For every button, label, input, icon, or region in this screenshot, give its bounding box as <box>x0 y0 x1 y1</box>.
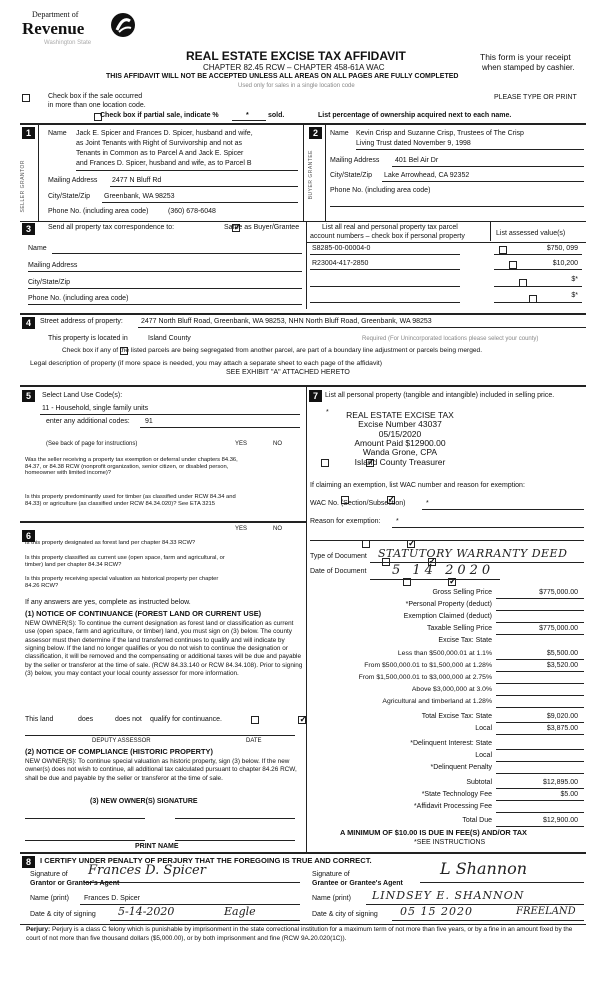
grantee-sig-label-2: Grantee or Grantee's Agent <box>312 880 403 887</box>
calc-label-penalty: *Delinquent Penalty <box>430 764 492 771</box>
street-label: Street address of property: <box>40 318 123 325</box>
seller-name-line-4[interactable]: and Frances D. Spicer, husband and wife, as to Parcel B <box>76 160 252 167</box>
new-owner-signature-label: (3) NEW OWNER(S) SIGNATURE <box>90 798 198 805</box>
section-6-number: 6 <box>22 530 35 542</box>
corr-name-label: Name <box>28 245 47 252</box>
wac-label: WAC No. (Section/Subsection) <box>310 500 406 507</box>
s5-question-2: Is this property predominantly used for timber (as classified under RCW 84.34 and 84.33) or agriculture (as classified under RCW 84.34.020)? See ETA 3215 <box>25 494 236 507</box>
land-does-label: does <box>78 716 94 723</box>
s6-q1-yes-checkbox[interactable] <box>362 540 370 548</box>
notice-compliance-body: NEW OWNER(S): To continue special valuation as historic property, sign (3) below. If the new owner(s) does not wish to continue, all additional tax calculated pursuant to chapter 84.26 RCW, shall be due and payable by the seller or transferor at the time of sale. <box>25 758 297 782</box>
minimum-fee-note: A MINIMUM OF $10.00 IS DUE IN FEE(S) AND/OR TAX <box>340 828 527 837</box>
ownership-label: List percentage of ownership acquired next to each name. <box>318 112 512 119</box>
county-value[interactable]: Island County <box>148 335 191 342</box>
exemption-label: If claiming an exemption, list WAC number and reason for exemption: <box>310 482 525 489</box>
excise-stamp <box>330 411 470 467</box>
grantor-sig-label-2: Grantor or Grantor's Agent <box>30 880 120 887</box>
calc-label-gross: Gross Selling Price <box>432 589 492 596</box>
additional-codes-label: enter any additional codes: <box>46 418 130 425</box>
form-title: REAL ESTATE EXCISE TAX AFFIDAVIT <box>186 49 406 63</box>
calc-label-subtotal: Subtotal <box>466 779 492 786</box>
perjury-label: Perjury: <box>26 926 51 933</box>
receipt-note-1: This form is your receipt <box>480 52 571 62</box>
s6-question-3: Is this property receiving special valuation as historical property per chapter 84.26 RCW? <box>25 576 219 589</box>
s5-yes-header: YES <box>235 441 248 447</box>
calc-value-tier-2[interactable]: $3,520.00 <box>546 662 578 669</box>
calc-value-total-due[interactable]: $12,900.00 <box>542 817 578 824</box>
please-type: PLEASE TYPE OR PRINT <box>494 94 577 101</box>
section-2-number: 2 <box>309 127 322 139</box>
dept-line: Department of <box>32 10 79 19</box>
grantor-name-value[interactable]: Frances D. Spicer <box>84 895 141 902</box>
parcel-header-2: account numbers – check box if personal property <box>310 233 465 240</box>
buyer-side-label: BUYER GRANTEE <box>308 150 314 200</box>
corr-phone-label: Phone No. (including area code) <box>28 295 129 302</box>
s6-question-1: Is this property designated as forest land per chapter 84.33 RCW? <box>25 540 196 546</box>
s5-no-header: NO <box>273 441 282 447</box>
s5-question-1: Was the seller receiving a property tax exemption or deferral under chapters 84.36, 84.37, or 84.38 RCW (nonprofit organization, senior citizen, or disabled person, homeowner with limited income)? <box>25 457 238 477</box>
grantor-signature[interactable]: Frances D. Spicer <box>88 863 206 878</box>
notice-continuance-title: (1) NOTICE OF CONTINUANCE (FOREST LAND OR CURRENT USE) <box>25 609 262 618</box>
grantor-sig-label-1: Signature of <box>30 871 68 878</box>
partial-sale-suffix: sold. <box>268 112 285 119</box>
legal-desc-value[interactable]: SEE EXHIBIT "A" ATTACHED HERETO <box>226 369 350 376</box>
seller-name-label: Name <box>48 130 67 137</box>
stamp-line-6: Island County Treasurer <box>354 456 446 467</box>
buyer-city-value[interactable]: Lake Arrowhead, CA 92352 <box>384 172 470 179</box>
grantor-city-value[interactable]: Eagle <box>224 905 256 918</box>
assessed-header: List assessed value(s) <box>496 230 566 237</box>
doc-date-label: Date of Document <box>310 568 367 575</box>
single-loc-note: Used only for sales in a single location code <box>238 83 355 89</box>
seller-city-label: City/State/Zip <box>48 193 91 200</box>
calc-label-excise-state: Excise Tax: State <box>438 637 492 644</box>
grantor-date-label: Date & city of signing <box>30 911 96 918</box>
stamp-line-1: REAL ESTATE EXCISE TAX <box>346 410 454 420</box>
calc-value-tier-1[interactable]: $5,500.00 <box>546 650 578 657</box>
seller-mailing-label: Mailing Address <box>48 177 98 184</box>
seller-phone-label: Phone No. (including area code) <box>48 208 149 215</box>
parcel-value-1[interactable]: $750, 099 <box>546 245 578 252</box>
calc-label-taxable: Taxable Selling Price <box>427 625 492 632</box>
partial-sale-value[interactable]: * <box>246 112 249 119</box>
parcel-number-1[interactable]: S8285-00-00004-0 <box>312 245 371 252</box>
see-instructions-note: *SEE INSTRUCTIONS <box>414 839 486 846</box>
calc-label-tier-2: From $500,000.01 to $1,500,000 at 1.28% <box>364 662 492 669</box>
calc-label-delinq-state: *Delinquent Interest: State <box>410 740 492 747</box>
land-does-not-label: does not <box>115 716 142 723</box>
notice-compliance-title: (2) NOTICE OF COMPLIANCE (HISTORIC PROPERTY) <box>25 747 213 756</box>
seller-mailing-value[interactable]: 2477 N Bluff Rd <box>112 177 162 184</box>
calc-label-tier-1: Less than $500,000.01 at 1.1% <box>397 650 492 657</box>
land-does-checkbox[interactable] <box>251 716 259 724</box>
seller-side-label: SELLER GRANTOR <box>20 160 26 213</box>
required-note: Required (For Unincorporated locations please select your county) <box>362 336 539 342</box>
seller-name-line-1[interactable]: Jack E. Spicer and Frances D. Spicer, husband and wife, <box>76 130 253 137</box>
seller-city-value[interactable]: Greenbank, WA 98253 <box>104 193 175 200</box>
s5-q1-yes-checkbox[interactable] <box>321 459 329 467</box>
calc-value-subtotal[interactable]: $12,895.00 <box>542 779 578 786</box>
street-value[interactable]: 2477 North Bluff Road, Greenbank, WA 98253, NHN North Bluff Road, Greenbank, WA 98253 <box>141 318 432 325</box>
calc-value-local[interactable]: $3,875.00 <box>546 725 578 732</box>
doc-type-label: Type of Document <box>310 553 367 560</box>
land-does-not-checkbox[interactable] <box>298 716 306 724</box>
calc-label-total-state: Total Excise Tax: State <box>421 713 492 720</box>
stamp-line-2: Excise Number 43037 <box>358 419 442 430</box>
parcel-value-3[interactable]: $* <box>571 276 578 283</box>
buyer-name-label: Name <box>330 130 349 137</box>
see-back-note: (See back of page for instructions) <box>46 441 138 447</box>
section-1-number: 1 <box>22 127 35 139</box>
located-in-label: This property is located in <box>48 335 128 342</box>
multi-location-label-2: in more than one location code. <box>48 102 146 109</box>
parcel-value-2[interactable]: $10,200 <box>552 260 578 267</box>
doc-date-value[interactable]: 5 14 2020 <box>392 563 495 578</box>
calc-label-tech-fee: *State Technology Fee <box>421 791 492 798</box>
section-4-number: 4 <box>22 317 35 329</box>
reason-value[interactable]: * <box>396 518 399 525</box>
correspondence-label: Send all property tax correspondence to: <box>48 224 175 231</box>
seller-phone-value[interactable]: (360) 678-6048 <box>168 208 216 215</box>
calc-label-personal: *Personal Property (deduct) <box>405 601 492 608</box>
grantor-name-label: Name (print) <box>30 895 69 902</box>
corr-mailing-label: Mailing Address <box>28 262 78 269</box>
s6-no-header: NO <box>273 526 282 532</box>
calc-label-exemption: Exemption Claimed (deduct) <box>403 613 492 620</box>
doc-type-value[interactable]: STATUTORY WARRANTY DEED <box>378 547 568 560</box>
parcel-header-1: List all real and personal property tax parcel <box>322 224 458 231</box>
stamp-line-3: 05/15/2020 <box>378 428 422 439</box>
segregated-label: Check box if any of the listed parcels are being segregated from another parcel, are part of a boundary line adjustment or parcels being merged. <box>62 347 483 354</box>
calc-label-local: Local <box>475 725 492 732</box>
stamp-line-5: Wanda Grone, CPA <box>362 447 438 458</box>
perjury-notice <box>26 926 586 943</box>
notice-continuance-body: NEW OWNER(S): To continue the current designation as forest land or classification as current use (open space, farm and agriculture, or timber) land, you must sign on (3) below. The county assessor must then determine if the land transferred continues to qualify and will indicate by signing below. If the land no longer qualifies or you do not wish to continue the designation or classification, it will be removed and the compensating or additional taxes will be due and payable by the seller or transferor at the time of sale. (RCW 84.33.140 or RCW 84.34.108). Prior to signing (3) below, you may contact your local county assessor for more information. <box>25 620 303 677</box>
additional-codes-value[interactable]: 91 <box>145 418 153 425</box>
calc-label-tier-3: From $1,500,000.01 to $3,000,000 at 2.75% <box>358 674 492 681</box>
grantee-date-label: Date & city of signing <box>312 911 378 918</box>
reason-label: Reason for exemption: <box>310 518 381 525</box>
buyer-name-line-1[interactable]: Kevin Crisp and Suzanne Crisp, Trustees of The Crisp <box>356 130 524 137</box>
multi-location-label-1: Check box if the sale occurred <box>48 93 143 100</box>
wac-value[interactable]: * <box>426 500 429 507</box>
section-8-number: 8 <box>22 856 35 868</box>
same-as-buyer-label: Same as Buyer/Grantee <box>224 224 300 231</box>
personal-property-value[interactable]: * <box>326 409 329 416</box>
calc-value-tech-fee[interactable]: $5.00 <box>560 791 578 798</box>
deputy-date-label: DATE <box>246 738 262 744</box>
revenue-logo-icon <box>110 12 136 38</box>
section-7-number: 7 <box>309 390 322 402</box>
seller-name-line-2[interactable]: as Joint Tenants with Right of Survivorship and not as <box>76 140 243 147</box>
calc-label-delinq-local: Local <box>475 752 492 759</box>
grantee-date-value[interactable]: 05 15 2020 <box>400 905 473 918</box>
section-5-number: 5 <box>22 390 35 402</box>
deputy-assessor-label: DEPUTY ASSESSOR <box>92 738 151 744</box>
section-3-number: 3 <box>22 223 35 235</box>
form-chapter: CHAPTER 82.45 RCW – CHAPTER 458-61A WAC <box>203 63 385 72</box>
if-yes-instruction: If any answers are yes, complete as instructed below. <box>25 599 191 606</box>
calc-value-taxable[interactable]: $775,000.00 <box>539 625 578 632</box>
grantee-signature[interactable]: L Shannon <box>440 859 528 878</box>
seller-name-line-3[interactable]: Tenants in Common as to Parcel A and Jack E. Spicer <box>76 150 244 157</box>
grantee-name-label: Name (print) <box>312 895 351 902</box>
dept-sub: Washington State <box>44 40 92 46</box>
qualify-label: qualify for continuance. <box>150 716 222 723</box>
buyer-name-line-2[interactable]: Living Trust dated November 9, 1998 <box>356 140 471 147</box>
personal-property-label: List all personal property (tangible and intangible) included in selling price. <box>325 392 555 399</box>
dept-name: Revenue <box>22 19 85 38</box>
s6-question-2: Is this property classified as current use (open space, farm and agricultural, or timber) land per chapter 84.34 RCW? <box>25 555 225 568</box>
calc-label-tier-4: Above $3,000,000 at 3.0% <box>411 686 492 693</box>
certify-statement: I CERTIFY UNDER PENALTY OF PERJURY THAT THE FOREGOING IS TRUE AND CORRECT. <box>40 856 372 865</box>
calc-value-gross[interactable]: $775,000.00 <box>539 589 578 596</box>
land-use-label: Select Land Use Code(s): <box>42 392 123 399</box>
calc-value-total-state[interactable]: $9,020.00 <box>546 713 578 720</box>
buyer-mailing-label: Mailing Address <box>330 157 380 164</box>
land-use-code[interactable]: 11 - Household, single family units <box>42 405 149 412</box>
corr-city-label: City/State/Zip <box>28 279 71 286</box>
stamp-line-4: Amount Paid $12900.00 <box>354 438 446 449</box>
grantee-sig-label-1: Signature of <box>312 871 350 878</box>
print-name-label: PRINT NAME <box>135 843 179 850</box>
form-warning: THIS AFFIDAVIT WILL NOT BE ACCEPTED UNLESS ALL AREAS ON ALL PAGES ARE FULLY COMPLETED <box>106 73 459 80</box>
s6-yes-header: YES <box>235 526 248 532</box>
multi-location-checkbox[interactable] <box>22 94 30 102</box>
grantee-city-value[interactable]: FREELAND <box>516 906 576 917</box>
partial-sale-label: Check box if partial sale, indicate % <box>100 112 219 119</box>
calc-label-processing-fee: *Affidavit Processing Fee <box>413 803 492 810</box>
calc-label-agricultural: Agricultural and timberland at 1.28% <box>382 698 492 705</box>
grantor-date-value[interactable]: 5-14-2020 <box>118 905 175 918</box>
buyer-phone-label: Phone No. (including area code) <box>330 187 431 194</box>
dept-logo <box>22 10 142 50</box>
buyer-mailing-value[interactable]: 401 Bel Air Dr <box>395 157 439 164</box>
parcel-number-2[interactable]: R23004-417-2850 <box>312 260 369 267</box>
this-land-label: This land <box>25 716 54 723</box>
receipt-note-2: when stamped by cashier. <box>482 63 575 72</box>
buyer-city-label: City/State/Zip <box>330 172 373 179</box>
grantee-name-value[interactable]: LINDSEY E. SHANNON <box>372 889 525 902</box>
perjury-text: Perjury is a class C felony which is punishable by imprisonment in the state correctional institution for a maximum term of not more than five years, or by a fine in an amount fixed by the court of not more than five thousand dollars ($5,000.00), or by both imprisonment and fine (RCW 9A.20.020(1C)). <box>26 926 573 942</box>
calc-label-total-due: Total Due <box>462 817 492 824</box>
legal-desc-label: Legal description of property (if more space is needed, you may attach a separate sheet to each page of the affidavit) <box>30 360 383 367</box>
parcel-value-4[interactable]: $* <box>571 292 578 299</box>
